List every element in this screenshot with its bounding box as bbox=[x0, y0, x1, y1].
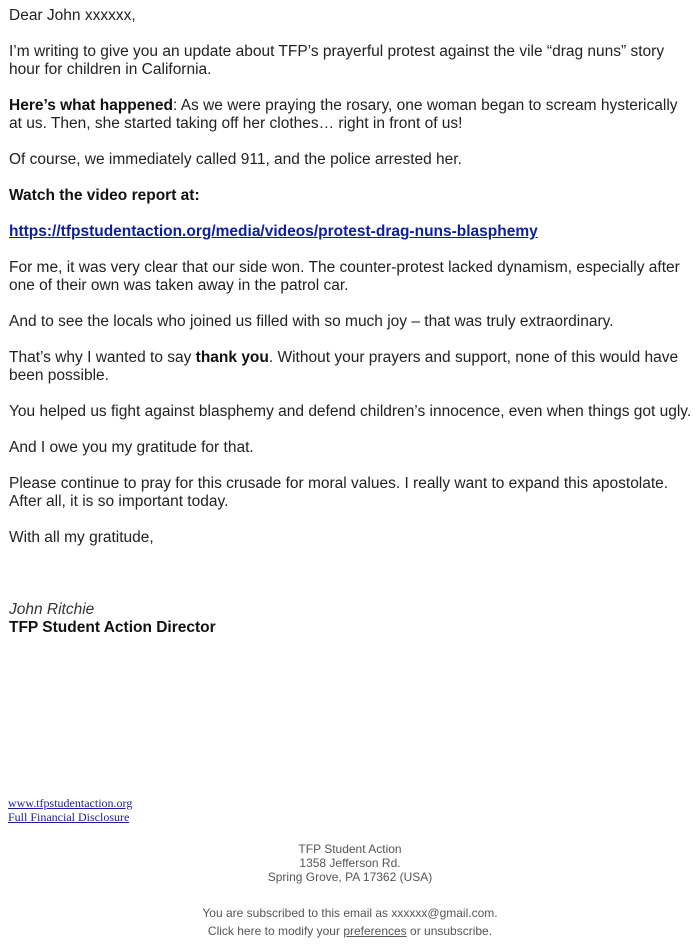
paragraph-what-happened bbox=[9, 97, 693, 133]
paragraph-side-won: For me, it was very clear that our side won. The counter-protest lacked dynamism, especially after one of their own was taken away in the patrol car. bbox=[9, 259, 680, 294]
watch-video-label: Watch the video report at: bbox=[9, 187, 200, 204]
paragraph-thank-you bbox=[9, 349, 693, 385]
modify-post[interactable]: or unsubscribe. bbox=[406, 924, 493, 938]
paragraph-police: Of course, we immediately called 911, and the police arrested her. bbox=[9, 151, 462, 168]
financial-disclosure-link[interactable]: Full Financial Disclosure bbox=[8, 810, 130, 824]
signature-title: TFP Student Action Director bbox=[9, 619, 216, 636]
subscription-footer bbox=[0, 904, 700, 940]
signature-block bbox=[9, 601, 216, 637]
paragraph-blasphemy: You helped us fight against blasphemy and defend children’s innocence, even when things got ugly. bbox=[9, 403, 692, 420]
thank-you-post: . Without your prayers and support, none of this would have been possible. bbox=[9, 349, 679, 384]
what-happened-heading: Here’s what happened bbox=[9, 97, 173, 114]
subscribed-text: You are subscribed to this email as xxxxxx@gmail.com. bbox=[202, 906, 498, 920]
paragraph-gratitude: And I owe you my gratitude for that. bbox=[9, 439, 254, 456]
modify-pre[interactable]: Click here to modify your bbox=[207, 924, 344, 938]
website-link[interactable]: www.tfpstudentaction.org bbox=[8, 796, 133, 810]
signature-name: John Ritchie bbox=[9, 601, 95, 618]
address-org: TFP Student Action bbox=[298, 842, 402, 856]
preferences-link[interactable]: preferences bbox=[343, 924, 407, 938]
thank-you-pre: That’s why I wanted to say bbox=[9, 349, 196, 366]
mailing-address bbox=[0, 842, 700, 884]
video-report-link[interactable]: https://tfpstudentaction.org/media/videos/protest-drag-nuns-blasphemy bbox=[9, 223, 538, 240]
paragraph-continue-pray: Please continue to pray for this crusade for moral values. I really want to expand this apostolate. After all, it is so important today. bbox=[9, 475, 669, 510]
footer-links bbox=[8, 796, 132, 824]
paragraph-locals: And to see the locals who joined us filled with so much joy – that was truly extraordinary. bbox=[9, 313, 614, 330]
what-happened-text: : As we were praying the rosary, one woman began to scream hysterically at us. Then, she started taking off her clothes… right in front of us! bbox=[9, 97, 678, 132]
paragraph-intro: I’m writing to give you an update about TFP’s prayerful protest against the vile “drag nuns” story hour for children in California. bbox=[9, 43, 665, 78]
closing: With all my gratitude, bbox=[9, 529, 154, 546]
video-link-paragraph bbox=[9, 223, 693, 241]
modify-line bbox=[0, 922, 700, 940]
greeting: Dear John xxxxxx, bbox=[9, 7, 136, 24]
watch-video-heading bbox=[9, 187, 693, 205]
address-city: Spring Grove, PA 17362 (USA) bbox=[267, 870, 433, 884]
email-body bbox=[9, 7, 693, 565]
thank-you-bold: thank you bbox=[195, 349, 269, 366]
address-street: 1358 Jefferson Rd. bbox=[299, 856, 401, 870]
